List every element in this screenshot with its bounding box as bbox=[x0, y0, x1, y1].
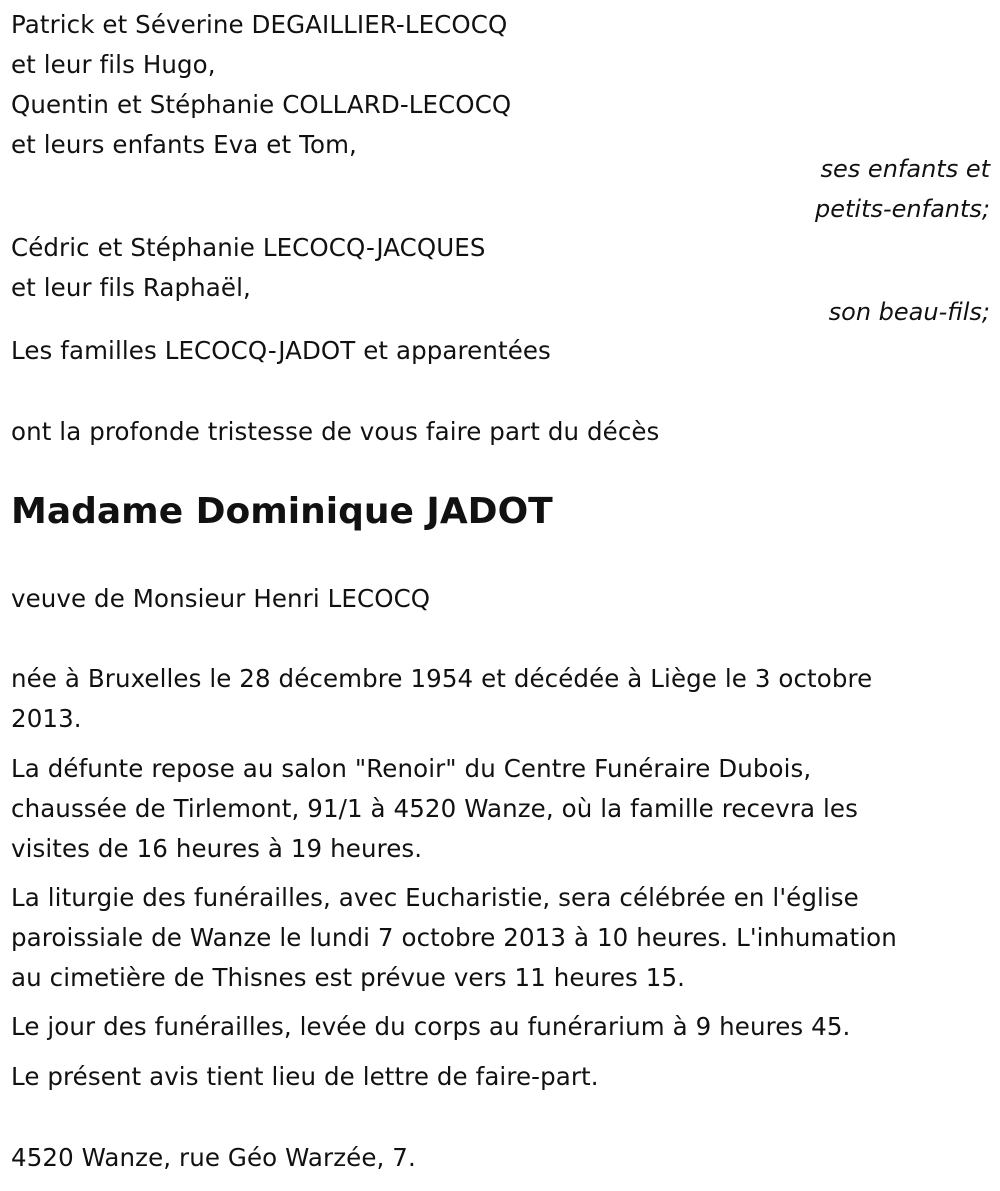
family-line: et leur fils Hugo, bbox=[11, 50, 216, 79]
rest-line: visites de 16 heures à 19 heures. bbox=[11, 834, 423, 863]
birth-death-line: 2013. bbox=[11, 704, 82, 733]
funeral-day-line: Le jour des funérailles, levée du corps au funérarium à 9 heures 45. bbox=[11, 1012, 851, 1041]
family-role: son beau-fils; bbox=[828, 298, 990, 326]
liturgy-line: paroissiale de Wanze le lundi 7 octobre 2013 à 10 heures. L'inhumation bbox=[11, 923, 897, 952]
family-role: petits-enfants; bbox=[815, 195, 990, 223]
family-line: et leur fils Raphaël, bbox=[11, 273, 251, 302]
widow-line: veuve de Monsieur Henri LECOCQ bbox=[11, 584, 431, 613]
notice-line: Le présent avis tient lieu de lettre de faire-part. bbox=[11, 1062, 599, 1091]
family-line: Cédric et Stéphanie LECOCQ-JACQUES bbox=[11, 233, 486, 262]
deceased-name: Madame Dominique JADOT bbox=[11, 491, 553, 532]
family-line: Patrick et Séverine DEGAILLIER-LECOCQ bbox=[11, 10, 508, 39]
birth-death-line: née à Bruxelles le 28 décembre 1954 et décédée à Liège le 3 octobre bbox=[11, 664, 873, 693]
family-role: ses enfants et bbox=[820, 155, 990, 183]
rest-line: chaussée de Tirlemont, 91/1 à 4520 Wanze, où la famille recevra les bbox=[11, 794, 858, 823]
announcement: ont la profonde tristesse de vous faire part du décès bbox=[11, 417, 660, 446]
family-line: Quentin et Stéphanie COLLARD-LECOCQ bbox=[11, 90, 512, 119]
rest-line: La défunte repose au salon "Renoir" du Centre Funéraire Dubois, bbox=[11, 754, 812, 783]
liturgy-line: au cimetière de Thisnes est prévue vers 11 heures 15. bbox=[11, 963, 686, 992]
address-line: 4520 Wanze, rue Géo Warzée, 7. bbox=[11, 1143, 416, 1172]
liturgy-line: La liturgie des funérailles, avec Eucharistie, sera célébrée en l'église bbox=[11, 883, 859, 912]
families-line: Les familles LECOCQ-JADOT et apparentées bbox=[11, 336, 551, 365]
family-line: et leurs enfants Eva et Tom, bbox=[11, 130, 357, 159]
